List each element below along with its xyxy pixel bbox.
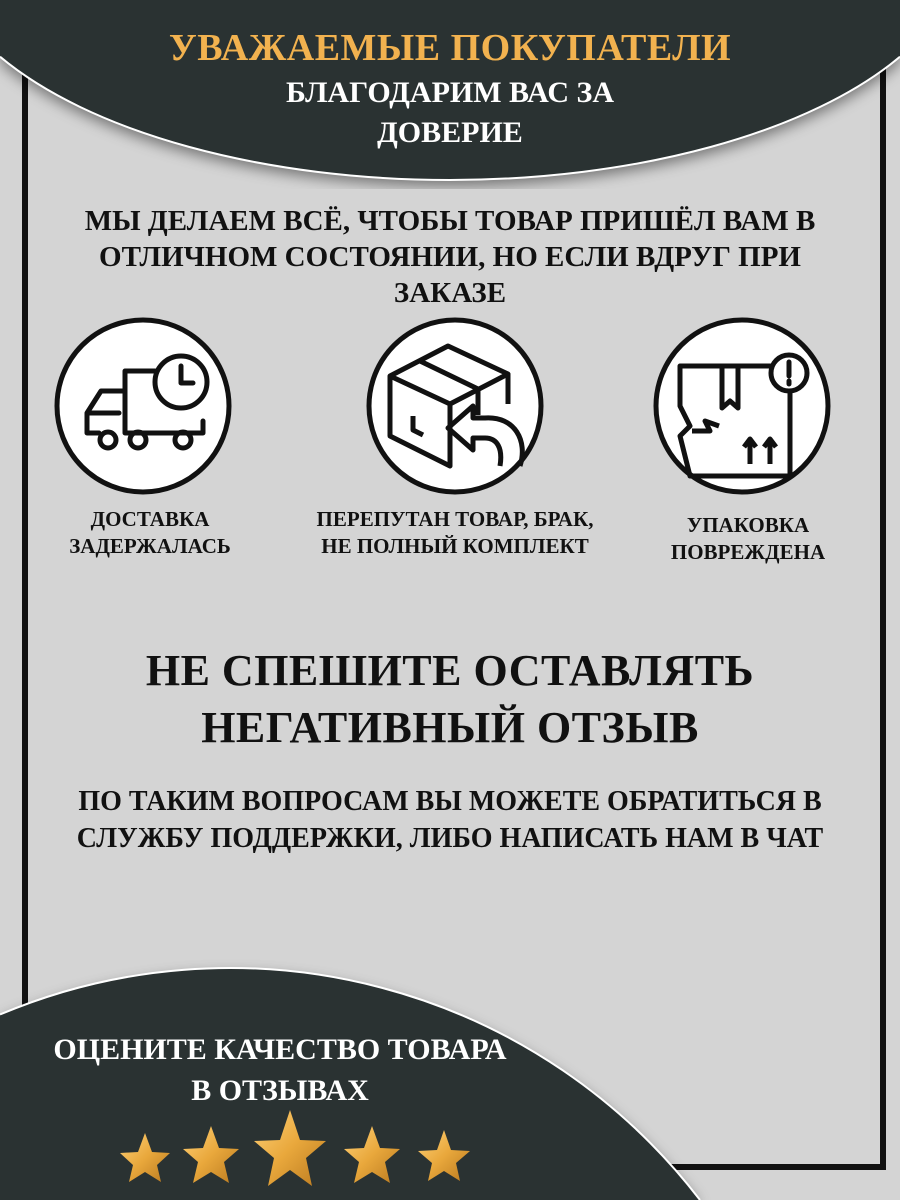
damaged-package-icon — [652, 316, 832, 496]
header-title: УВАЖАЕМЫЕ ПОКУПАТЕЛИ — [168, 27, 732, 69]
rating-text — [0, 1030, 560, 1111]
delivery-truck-clock-icon — [53, 316, 233, 496]
header-subtitle-line2: ДОВЕРИЕ — [377, 116, 523, 149]
issue-label-delivery: ДОСТАВКА ЗАДЕРЖАЛАСЬ — [69, 507, 231, 559]
box-return-icon — [365, 316, 545, 496]
rating-text-line1: ОЦЕНИТЕ КАЧЕСТВО ТОВАРА — [53, 1033, 507, 1066]
contact-text: ПО ТАКИМ ВОПРОСАМ ВЫ МОЖЕТЕ ОБРАТИТЬСЯ В СЛУЖБУ ПОДДЕРЖКИ, ЛИБО НАПИСАТЬ НАМ В ЧАТ — [76, 786, 824, 854]
header-subtitle-line1: БЛАГОДАРИМ ВАС ЗА — [285, 76, 615, 109]
issue-label-package: УПАКОВКА ПОВРЕЖДЕНА — [670, 513, 826, 565]
issue-label-wrong-item: ПЕРЕПУТАН ТОВАР, БРАК, НЕ ПОЛНЫЙ КОМПЛЕКТ — [316, 507, 594, 559]
rating-text-line2: В ОТЗЫВАХ — [191, 1073, 369, 1107]
intro-text: МЫ ДЕЛАЕМ ВСЁ, ЧТОБЫ ТОВАР ПРИШЁЛ ВАМ В ОТЛИЧНОМ СОСТОЯНИИ, НО ЕСЛИ ВДРУГ ПРИ ЗАКАЗЕ — [84, 205, 816, 309]
headline: НЕ СПЕШИТЕ ОСТАВЛЯТЬ НЕГАТИВНЫЙ ОТЗЫВ — [145, 646, 755, 753]
